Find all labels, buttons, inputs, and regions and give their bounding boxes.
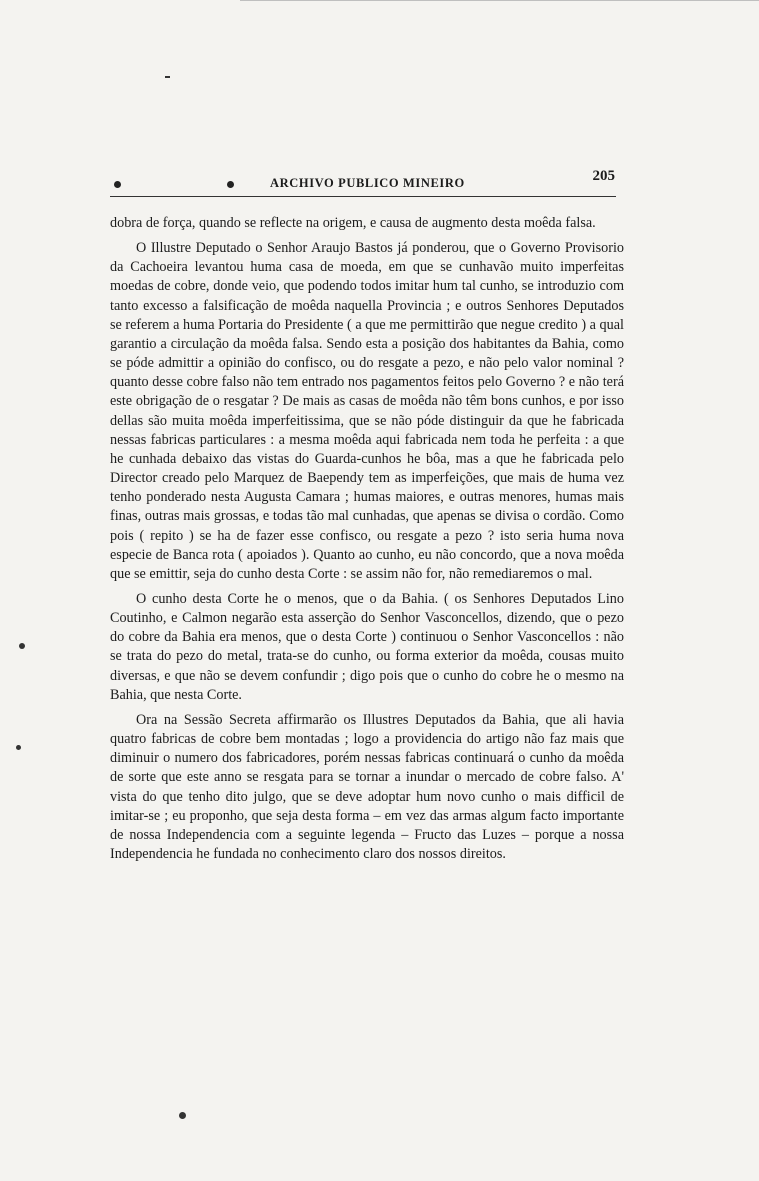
- header-rule: [110, 196, 616, 197]
- ink-speck: [179, 1112, 186, 1119]
- running-header: [110, 168, 615, 196]
- bullet-ornament-middle: [227, 181, 234, 188]
- paragraph: O Illustre Deputado o Senhor Araujo Bastos já ponderou, que o Governo Provisorio da Cachoeira levantou huma casa de moeda, em que se cunhavão muito imperfeitas moedas de cobre, donde veio, que podendo todos imitar hum tal cunho, se introduzio com tanto excesso a falsificação de moêda naquella Provincia ; e outros Senhores Deputados se referem a huma Portaria do Presidente ( a que me permittirão que negue credito ) a qual garantio a circulação da moêda falsa. Sendo esta a posição dos habitantes da Bahia, como se póde admittir a opinião do confisco, ou do resgate a pezo, e não pelo valor nominal ? quanto desse cobre falso não tem entrado nos pagamentos feitos pelo Governo ? e não terá este obrigação de o resgatar ? De mais as casas de moêda não têm bons cunhos, e por isso dellas são muita moêda imperfeitissima, que se não póde distinguir da que he fabricada nessas fabricas particulares : a mesma moêda aqui fabricada nem toda he perfeita : a que he cunhada debaixo das vistas do Guarda-cunhos he bôa, mas a que he fabricada pelo Director creado pelo Marquez de Baependy tem as imperfeições, que mais de huma vez tenho ponderado nesta Augusta Camara ; humas maiores, e outras menores, humas mais finas, outras mais grossas, e todas tão mal cunhadas, que apenas se divisa o cordão. Como pois ( repito ) se ha de fazer esse confisco, ou resgate a pezo ? isto seria huma nova especie de Banca rota ( apoiados ). Quanto ao cunho, eu não concordo, que a nova moêda que se emittir, seja do cunho desta Corte : se assim não for, não remediaremos o mal.: [110, 240, 624, 582]
- ink-speck: [16, 745, 21, 750]
- ink-speck: [165, 76, 170, 78]
- top-edge-line: [240, 0, 759, 1]
- body-text: [110, 214, 624, 870]
- running-title: ARCHIVO PUBLICO MINEIRO: [270, 176, 465, 190]
- ink-speck: [19, 643, 25, 649]
- paragraph: dobra de força, quando se reflecte na origem, e causa de augmento desta moêda falsa.: [110, 215, 596, 231]
- page-number: 205: [592, 168, 615, 184]
- paragraph: Ora na Sessão Secreta affirmarão os Illustres Deputados da Bahia, que ali havia quatro fabricas de cobre bem montadas ; logo a providencia do artigo não faz mais que diminuir o numero dos fabricadores, porém nessas fabricas continuará o cunho da moêda de sorte que este anno se resgata para se tornar a inundar o mercado de cobre falso. A' vista do que tenho dito julgo, que se deve adoptar hum novo cunho o mais difficil de imitar-se ; eu proponho, que seja desta forma – em vez das armas algum facto importante de nossa Independencia com a seguinte legenda – Fructo das Luzes – porque a nossa Independencia he fundada no conhecimento claro dos nossos direitos.: [110, 711, 624, 862]
- paragraph: O cunho desta Corte he o menos, que o da Bahia. ( os Senhores Deputados Lino Coutinho, e Calmon negarão esta asserção do Senhor Vasconcellos, dizendo, que o pezo do cobre da Bahia era menos, que o desta Corte ) continuou o Senhor Vasconcellos : não se trata do pezo do metal, trata-se do cunho, ou forma exterior da moêda, cousas muito diversas, e que não se devem confundir ; digo pois que o cunho do cobre he o mesmo na Bahia, que nesta Corte.: [110, 590, 624, 703]
- bullet-ornament-left: [114, 181, 121, 188]
